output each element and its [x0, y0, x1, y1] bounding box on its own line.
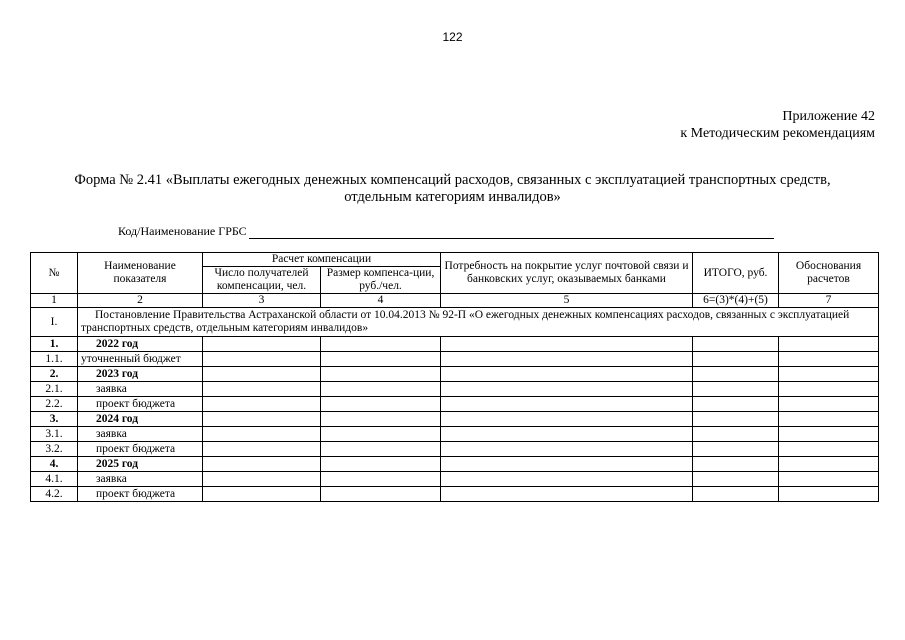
- column-index: 7: [779, 294, 879, 308]
- row-num: 4.: [31, 457, 78, 472]
- empty-cell[interactable]: [779, 457, 879, 472]
- column-index: 2: [78, 294, 203, 308]
- empty-cell[interactable]: [441, 412, 693, 427]
- empty-cell[interactable]: [321, 442, 441, 457]
- column-index: 1: [31, 294, 78, 308]
- empty-cell[interactable]: [441, 397, 693, 412]
- column-index-row: [31, 294, 879, 308]
- column-index: 6=(3)*(4)+(5): [693, 294, 779, 308]
- empty-cell[interactable]: [203, 487, 321, 502]
- grbs-blank-line[interactable]: [249, 227, 774, 239]
- empty-cell[interactable]: [693, 427, 779, 442]
- empty-cell[interactable]: [441, 457, 693, 472]
- section-text: Постановление Правительства Астраханской области от 10.04.2013 № 92-П «О ежегодных денежных компенсациях расходов, связанных с эксплуатацией транспортных средств, отдельным категориям инвалидов»: [78, 308, 879, 337]
- empty-cell[interactable]: [693, 457, 779, 472]
- form-title: [40, 172, 865, 206]
- column-index: 4: [321, 294, 441, 308]
- empty-cell[interactable]: [321, 457, 441, 472]
- empty-cell[interactable]: [441, 367, 693, 382]
- empty-cell[interactable]: [779, 397, 879, 412]
- empty-cell[interactable]: [321, 352, 441, 367]
- table-row: [31, 472, 879, 487]
- appendix-line-2: к Методическим рекомендациям: [680, 126, 875, 141]
- column-index: 3: [203, 294, 321, 308]
- empty-cell[interactable]: [203, 367, 321, 382]
- table-row: [31, 487, 879, 502]
- empty-cell[interactable]: [693, 337, 779, 352]
- empty-cell[interactable]: [203, 337, 321, 352]
- row-name: проект бюджета: [78, 397, 203, 412]
- empty-cell[interactable]: [203, 352, 321, 367]
- row-num: 2.: [31, 367, 78, 382]
- header-basis: Обоснования расчетов: [779, 253, 879, 294]
- empty-cell[interactable]: [441, 442, 693, 457]
- empty-cell[interactable]: [321, 412, 441, 427]
- empty-cell[interactable]: [441, 427, 693, 442]
- compensation-table: [30, 252, 879, 502]
- form-title-line-1: Форма № 2.41 «Выплаты ежегодных денежных компенсаций расходов, связанных с эксплуатацией транспортных средств,: [74, 172, 831, 188]
- row-name: 2025 год: [78, 457, 203, 472]
- empty-cell[interactable]: [321, 427, 441, 442]
- empty-cell[interactable]: [779, 337, 879, 352]
- empty-cell[interactable]: [693, 352, 779, 367]
- row-num: 2.1.: [31, 382, 78, 397]
- header-amount: Размер компенса-ции, руб./чел.: [321, 267, 441, 294]
- empty-cell[interactable]: [321, 382, 441, 397]
- row-name: 2024 год: [78, 412, 203, 427]
- row-num: 1.: [31, 337, 78, 352]
- column-index: 5: [441, 294, 693, 308]
- table-row: [31, 367, 879, 382]
- row-name: заявка: [78, 427, 203, 442]
- table-row: [31, 412, 879, 427]
- form-title-line-2: отдельным категориям инвалидов»: [344, 189, 561, 205]
- section-row: [31, 308, 879, 337]
- section-num: I.: [31, 308, 78, 337]
- row-name: заявка: [78, 382, 203, 397]
- empty-cell[interactable]: [203, 382, 321, 397]
- empty-cell[interactable]: [203, 457, 321, 472]
- empty-cell[interactable]: [779, 367, 879, 382]
- empty-cell[interactable]: [779, 412, 879, 427]
- empty-cell[interactable]: [321, 397, 441, 412]
- table-row: [31, 427, 879, 442]
- table-row: [31, 382, 879, 397]
- row-num: 4.2.: [31, 487, 78, 502]
- empty-cell[interactable]: [693, 382, 779, 397]
- empty-cell[interactable]: [203, 427, 321, 442]
- empty-cell[interactable]: [321, 487, 441, 502]
- row-name: заявка: [78, 472, 203, 487]
- empty-cell[interactable]: [779, 382, 879, 397]
- empty-cell[interactable]: [779, 442, 879, 457]
- row-num: 2.2.: [31, 397, 78, 412]
- empty-cell[interactable]: [779, 352, 879, 367]
- empty-cell[interactable]: [203, 397, 321, 412]
- row-name: уточненный бюджет: [78, 352, 203, 367]
- empty-cell[interactable]: [693, 487, 779, 502]
- empty-cell[interactable]: [441, 382, 693, 397]
- empty-cell[interactable]: [441, 337, 693, 352]
- table-row: [31, 442, 879, 457]
- empty-cell[interactable]: [693, 412, 779, 427]
- table-row: [31, 352, 879, 367]
- row-num: 4.1.: [31, 472, 78, 487]
- header-total: ИТОГО, руб.: [693, 253, 779, 294]
- row-num: 3.1.: [31, 427, 78, 442]
- empty-cell[interactable]: [203, 472, 321, 487]
- empty-cell[interactable]: [441, 352, 693, 367]
- row-name: 2022 год: [78, 337, 203, 352]
- table-row: [31, 397, 879, 412]
- empty-cell[interactable]: [693, 367, 779, 382]
- grbs-field: [118, 224, 774, 239]
- grbs-label: Код/Наименование ГРБС: [118, 224, 247, 238]
- row-num: 1.1.: [31, 352, 78, 367]
- row-name: проект бюджета: [78, 487, 203, 502]
- empty-cell[interactable]: [441, 472, 693, 487]
- empty-cell[interactable]: [321, 367, 441, 382]
- appendix-note: [680, 108, 875, 142]
- empty-cell[interactable]: [693, 442, 779, 457]
- empty-cell[interactable]: [693, 397, 779, 412]
- header-num: №: [31, 253, 78, 294]
- empty-cell[interactable]: [693, 472, 779, 487]
- table-row: [31, 337, 879, 352]
- header-recipients: Число получателей компенсации, чел.: [203, 267, 321, 294]
- empty-cell[interactable]: [321, 472, 441, 487]
- empty-cell[interactable]: [779, 487, 879, 502]
- empty-cell[interactable]: [779, 472, 879, 487]
- empty-cell[interactable]: [203, 412, 321, 427]
- row-name: 2023 год: [78, 367, 203, 382]
- empty-cell[interactable]: [441, 487, 693, 502]
- appendix-line-1: Приложение 42: [782, 109, 875, 124]
- page-number: 122: [442, 30, 463, 44]
- empty-cell[interactable]: [779, 427, 879, 442]
- row-num: 3.2.: [31, 442, 78, 457]
- empty-cell[interactable]: [203, 442, 321, 457]
- header-name: Наименование показателя: [78, 253, 203, 294]
- empty-cell[interactable]: [321, 337, 441, 352]
- row-name: проект бюджета: [78, 442, 203, 457]
- header-postal: Потребность на покрытие услуг почтовой связи и банковских услуг, оказываемых банками: [441, 253, 693, 294]
- row-num: 3.: [31, 412, 78, 427]
- header-calc: Расчет компенсации: [203, 253, 441, 267]
- table-row: [31, 457, 879, 472]
